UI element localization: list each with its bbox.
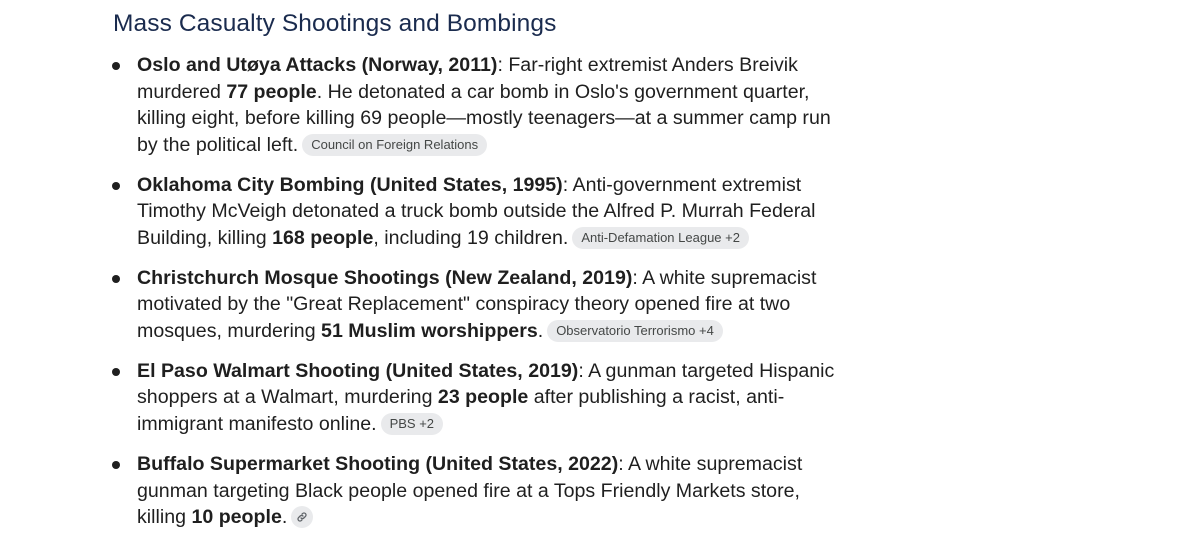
event-casualties: 23 people (437, 386, 529, 409)
event-title: Oklahoma City Bombing (United States, 1995) (137, 173, 563, 196)
list-item (113, 358, 853, 438)
event-text: : A gunman targeted Hispanic shoppers at a Walmart, murdering (137, 359, 835, 409)
list-item (113, 172, 853, 252)
bullet-icon (112, 368, 120, 376)
event-text: . He detonated a car bomb in Oslo's government quarter, killing eight, before killing 69 people—mostly teenagers—at a summer camp run by the political left. (137, 80, 831, 156)
event-text: . (281, 506, 288, 529)
event-casualties: 77 people (226, 80, 317, 103)
bullet-icon (112, 182, 120, 190)
event-casualties: 168 people (272, 226, 374, 249)
event-title: El Paso Walmart Shooting (United States, 2019) (137, 359, 579, 382)
event-text: : Far-right extremist Anders Breivik murdered (137, 54, 798, 103)
bullet-icon (112, 275, 120, 283)
source-chip[interactable]: PBS +2 (381, 413, 443, 435)
source-chip[interactable]: Anti-Defamation League +2 (572, 227, 749, 249)
event-text: , including 19 children. (373, 226, 569, 249)
source-chip[interactable]: Observatorio Terrorismo +4 (547, 320, 723, 342)
event-title: Christchurch Mosque Shootings (New Zealand, 2019) (137, 266, 633, 289)
bullet-icon (112, 461, 120, 469)
event-text: : A white supremacist motivated by the "Great Replacement" conspiracy theory opened fire at two mosques, murdering (137, 266, 817, 342)
source-link-button[interactable] (291, 506, 313, 528)
list-item (113, 265, 853, 345)
link-icon (296, 511, 308, 523)
event-title: Buffalo Supermarket Shooting (United States, 2022) (137, 452, 619, 475)
list-item (113, 451, 853, 531)
event-text: : Anti-government extremist Timothy McVeigh detonated a truck bomb outside the Alfred P. Murrah Federal Building, killing (137, 173, 816, 249)
events-list (113, 52, 853, 544)
bullet-icon (112, 62, 120, 70)
event-text: : A white supremacist gunman targeting Black people opened fire at a Tops Friendly Markets store, killing (137, 452, 803, 529)
response-content (113, 0, 853, 529)
event-text: . (537, 319, 544, 342)
event-casualties: 51 Muslim worshippers (321, 319, 538, 342)
list-item (113, 52, 853, 158)
section-heading: Mass Casualty Shootings and Bombings (113, 10, 557, 37)
event-text: after publishing a racist, anti-immigrant manifesto online. (137, 386, 785, 436)
source-chip[interactable]: Council on Foreign Relations (302, 134, 487, 156)
event-title: Oslo and Utøya Attacks (Norway, 2011) (137, 54, 498, 76)
event-casualties: 10 people (191, 506, 282, 529)
